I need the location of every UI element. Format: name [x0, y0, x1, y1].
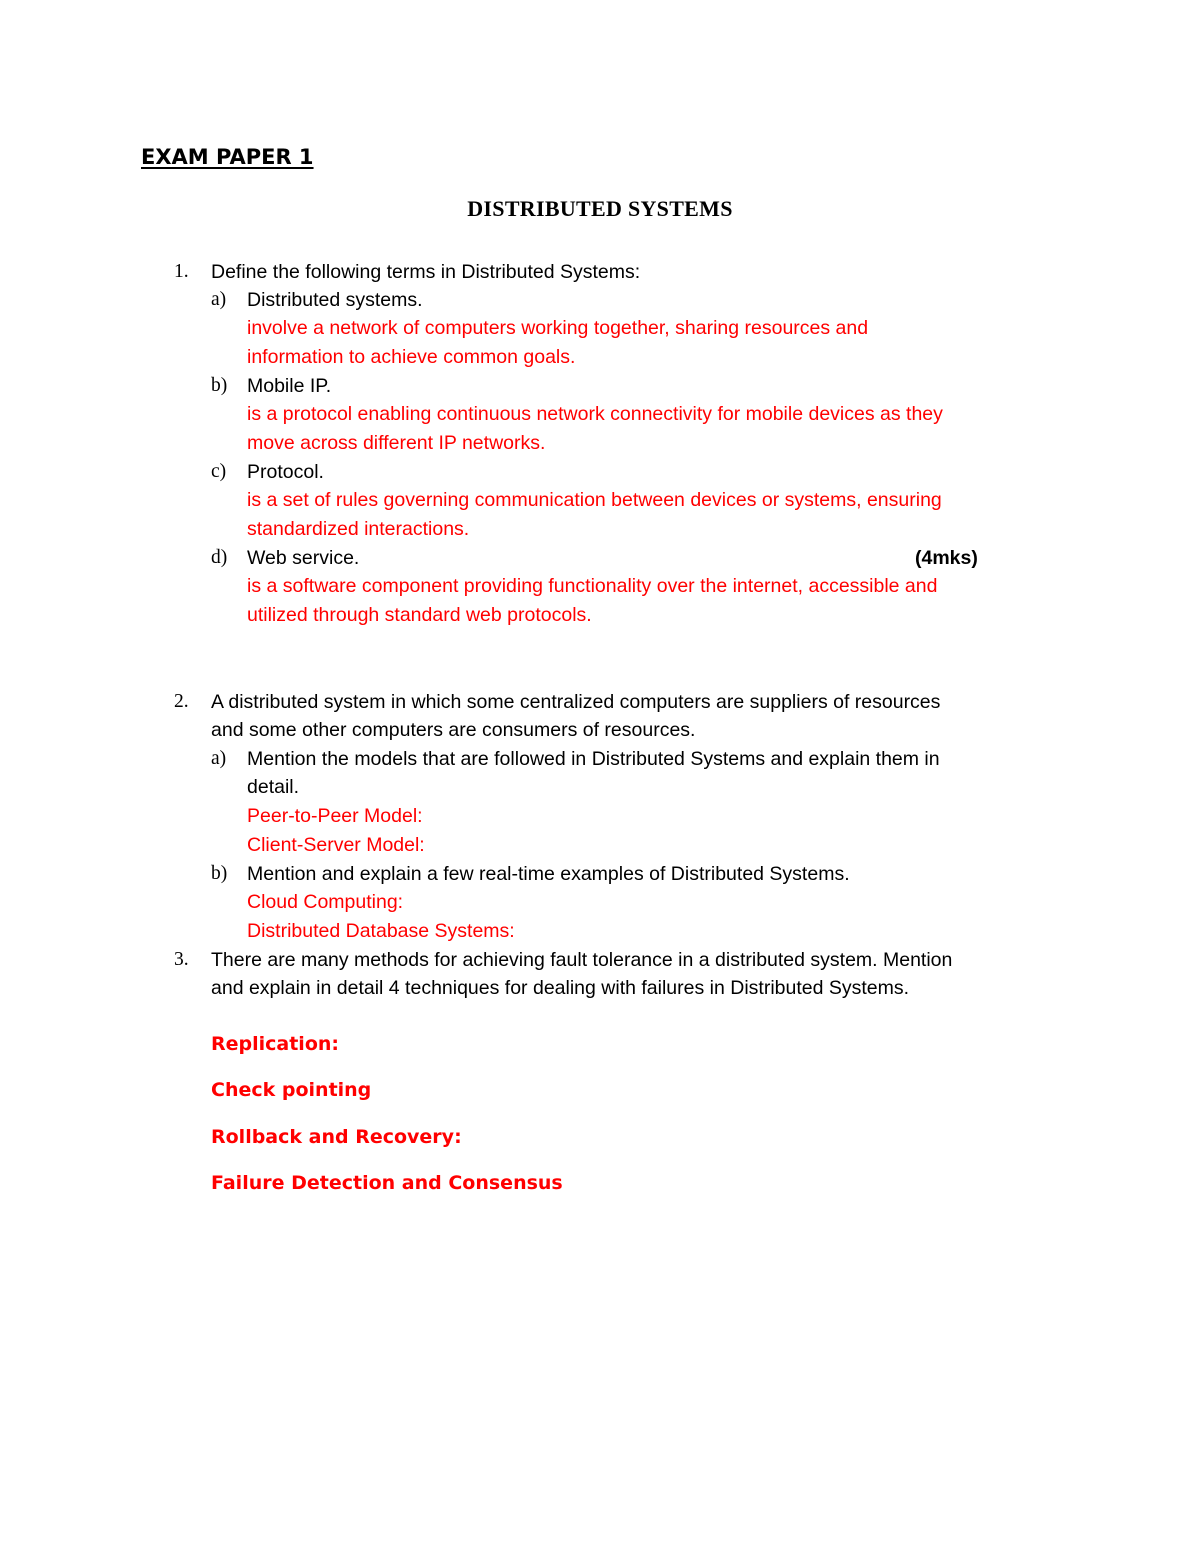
q2-item-a-answer: Peer-to-Peer Model:: [247, 805, 423, 827]
q2-item-a-letter: a): [211, 748, 227, 769]
q1-item-b-answer-line: move across different IP networks.: [247, 432, 546, 454]
q1-marks: (4mks): [915, 547, 978, 569]
question-2-number: 2.: [174, 691, 189, 712]
subject-title: DISTRIBUTED SYSTEMS: [467, 196, 733, 221]
q2-item-a-question-line: detail.: [247, 776, 300, 798]
q1-item-c-answer-line: standardized interactions.: [247, 518, 470, 540]
exam-title: EXAM PAPER 1: [141, 145, 314, 169]
question-3-prompt-line: There are many methods for achieving fault tolerance in a distributed system. Mention: [211, 949, 953, 971]
q2-item-b-letter: b): [211, 863, 228, 884]
q1-item-b-answer-line: is a protocol enabling continuous network connectivity for mobile devices as they: [247, 403, 943, 425]
question-1-prompt: Define the following terms in Distributed Systems:: [211, 261, 641, 283]
q1-item-a-term: Distributed systems.: [247, 289, 423, 311]
question-2-prompt-line: and some other computers are consumers of resources.: [211, 719, 696, 741]
q2-item-a-question-line: Mention the models that are followed in Distributed Systems and explain them in: [247, 748, 940, 770]
q1-item-a-answer-line: involve a network of computers working together, sharing resources and: [247, 317, 869, 339]
q1-item-b-letter: b): [211, 375, 228, 396]
q1-item-b-term: Mobile IP.: [247, 375, 332, 397]
question-2-prompt-line: A distributed system in which some centralized computers are suppliers of resources: [211, 691, 941, 713]
q2-item-a-answer: Client-Server Model:: [247, 834, 425, 856]
q2-item-b-question-line: Mention and explain a few real-time examples of Distributed Systems.: [247, 863, 850, 885]
q1-item-c-term: Protocol.: [247, 461, 324, 483]
q1-item-d-letter: d): [211, 547, 228, 568]
q1-item-c-letter: c): [211, 461, 227, 482]
q1-item-c-answer-line: is a set of rules governing communication between devices or systems, ensuring: [247, 489, 942, 511]
q2-item-b-answer: Cloud Computing:: [247, 891, 404, 913]
q2-item-b-answer: Distributed Database Systems:: [247, 920, 515, 942]
question-3-prompt-line: and explain in detail 4 techniques for dealing with failures in Distributed Systems.: [211, 977, 910, 999]
question-3-number: 3.: [174, 949, 189, 970]
q3-technique: Check pointing: [211, 1079, 372, 1101]
q1-item-d-answer-line: utilized through standard web protocols.: [247, 604, 592, 626]
q3-technique: Failure Detection and Consensus: [211, 1172, 563, 1194]
q1-item-a-letter: a): [211, 289, 227, 310]
question-1-number: 1.: [174, 261, 189, 282]
q1-item-d-term: Web service.: [247, 547, 360, 569]
q1-item-a-answer-line: information to achieve common goals.: [247, 346, 576, 368]
q1-item-d-answer-line: is a software component providing functionality over the internet, accessible and: [247, 575, 938, 597]
q3-technique: Replication:: [211, 1033, 339, 1055]
q3-technique: Rollback and Recovery:: [211, 1126, 462, 1148]
